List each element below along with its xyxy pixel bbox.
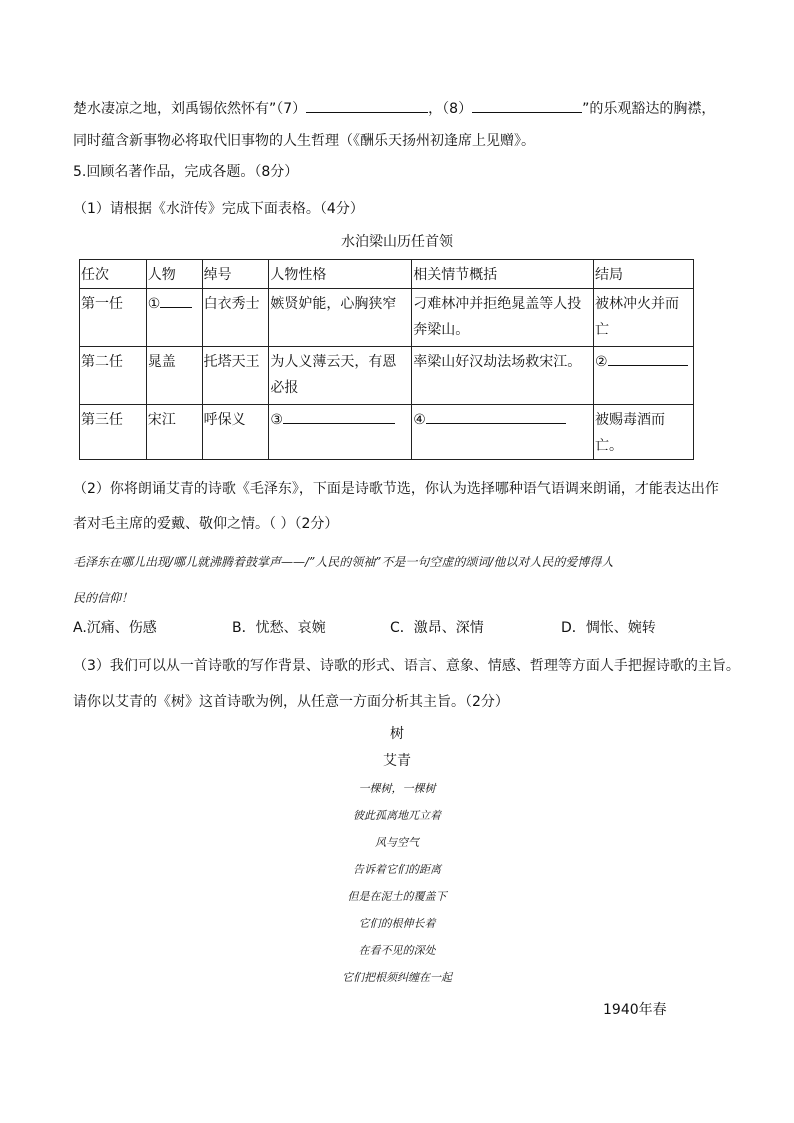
answer-blank-1[interactable] [160, 293, 192, 308]
sentence-part: 楚水凄凉之地，刘禹锡依然怀有”（7） [73, 101, 307, 117]
table-cell: 宋江 [146, 405, 202, 460]
table-cell-blank-1[interactable] [146, 289, 202, 347]
poem-date: 1940年春 [603, 1002, 667, 1018]
question-5-heading: 5.回顾名著作品，完成各题。（8分） [73, 164, 299, 180]
blank-marker: ③ [270, 412, 283, 428]
table-cell: 被赐毒酒而亡。 [594, 405, 694, 460]
header-cell: 结局 [594, 260, 694, 289]
question-5-2-prompt-line-2: 者对毛主席的爱戴、敬仰之情。（ ）（2分） [73, 516, 339, 532]
table-cell: 刁难林冲并拒绝晁盖等人投奔梁山。 [412, 289, 594, 347]
table-row [80, 347, 694, 405]
table-cell: 白衣秀士 [202, 289, 269, 347]
poem-title: 树 [390, 726, 404, 742]
blank-marker: ② [595, 354, 608, 370]
table-cell: 被林冲火并而亡 [594, 289, 694, 347]
poem-line: 告诉着它们的距离 [353, 863, 441, 876]
header-cell: 人物 [146, 260, 202, 289]
table-cell: 托塔天王 [202, 347, 269, 405]
question-5-3-prompt-line-1: （3）我们可以从一首诗歌的写作背景、诗歌的形式、语言、意象、情感、哲理等方面人手把握诗歌的主旨。 [73, 658, 740, 674]
table-cell: 第一任 [80, 289, 147, 347]
table-row [80, 405, 694, 460]
option-d[interactable]: D．惆怅、婉转 [561, 620, 656, 636]
poem-line: 但是在泥土的覆盖下 [347, 890, 447, 903]
answer-blank-3[interactable] [283, 409, 395, 424]
table-cell: 为人义薄云天，有恩必报 [269, 347, 412, 405]
table-row [80, 289, 694, 347]
table-cell: 第二任 [80, 347, 147, 405]
answer-blank-2[interactable] [608, 351, 688, 366]
poem-excerpt-line-1: 毛泽东在哪儿出现/哪儿就沸腾着鼓掌声——/”人民的领袖”不是一句空虚的颂词/他以对人民的爱博得人 [73, 555, 614, 569]
option-c[interactable]: C．激昂、深情 [390, 620, 484, 636]
blank-marker: ④ [413, 412, 426, 428]
fill-in-sentence-line-1 [73, 98, 715, 119]
table-cell: 第三任 [80, 405, 147, 460]
answer-blank-7[interactable] [306, 98, 428, 113]
poem-line: 在看不见的深处 [358, 944, 436, 957]
table-cell-blank-4[interactable] [412, 405, 594, 460]
sentence-part: ，（8） [428, 101, 473, 117]
question-5-3-prompt-line-2: 请你以艾青的《树》这首诗歌为例，从任意一方面分析其主旨。（2分） [73, 694, 509, 710]
option-a[interactable]: A.沉痛、伤感 [73, 620, 157, 636]
poem-line: 彼此孤离地兀立着 [353, 809, 441, 822]
blank-marker: ① [147, 296, 161, 312]
table-cell: 呼保义 [202, 405, 269, 460]
header-cell: 人物性格 [269, 260, 412, 289]
answer-blank-4[interactable] [426, 409, 566, 424]
table-title: 水泊梁山历任首领 [341, 234, 453, 250]
leaders-table [79, 259, 694, 460]
question-5-1-prompt: （1）请根据《水浒传》完成下面表格。（4分） [73, 201, 364, 217]
table-cell: 晁盖 [146, 347, 202, 405]
poem-excerpt-line-2: 民的信仰！ [73, 591, 134, 605]
table-cell: 率梁山好汉劫法场救宋江。 [412, 347, 594, 405]
poem-author: 艾青 [383, 753, 411, 769]
table-cell: 嫉贤妒能，心胸狭窄 [269, 289, 412, 347]
poem-line: 它们的根伸长着 [358, 917, 436, 930]
header-cell: 任次 [80, 260, 147, 289]
poem-line: 风与空气 [375, 836, 419, 849]
sentence-part: ”的乐观豁达的胸襟， [582, 101, 716, 117]
option-b[interactable]: B．忧愁、哀婉 [232, 620, 326, 636]
header-cell: 绰号 [202, 260, 269, 289]
table-cell-blank-2[interactable] [594, 347, 694, 405]
fill-in-sentence-line-2: 同时蕴含新事物必将取代旧事物的人生哲理（《酬乐天扬州初逢席上见赠》。 [73, 133, 535, 149]
poem-line: 它们把根须纠缠在一起 [342, 971, 452, 984]
table-header-row [80, 260, 694, 289]
question-5-2-prompt-line-1: （2）你将朗诵艾青的诗歌《毛泽东》，下面是诗歌节选，你认为选择哪种语气语调来朗诵，才能表达出作 [73, 481, 719, 497]
answer-blank-8[interactable] [472, 98, 582, 113]
header-cell: 相关情节概括 [412, 260, 594, 289]
poem-line: 一棵树，一棵树 [358, 782, 436, 795]
table-cell-blank-3[interactable] [269, 405, 412, 460]
